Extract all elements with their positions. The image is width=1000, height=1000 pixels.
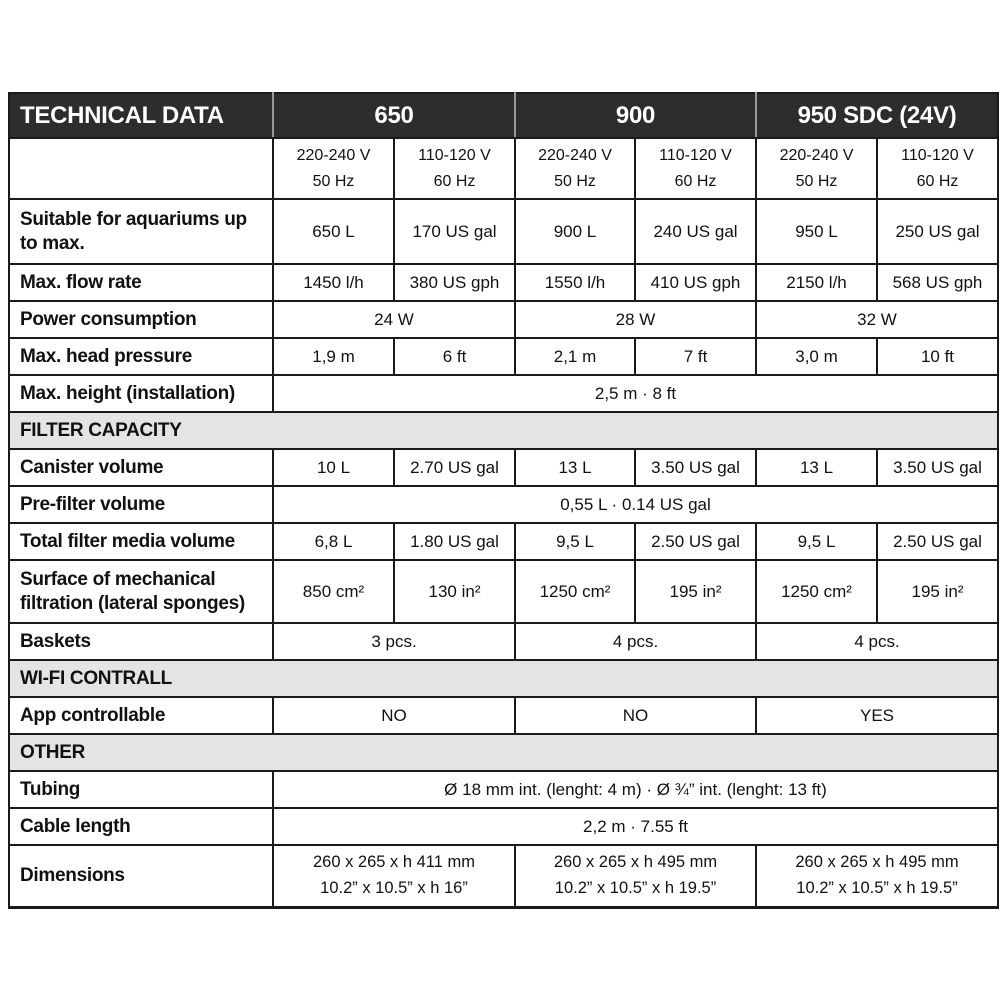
- dimensions-in: 10.2” x 10.5” x h 16”: [320, 878, 468, 897]
- spec-value: 0,55 L · 0.14 US gal: [273, 486, 998, 523]
- voltage-900-eu: [515, 138, 635, 199]
- spec-row-surface: [9, 560, 998, 623]
- spec-label: Suitable for aquariums up to max.: [9, 199, 273, 264]
- voltage-line: 110-120 V: [418, 146, 491, 164]
- model-900-header: 900: [515, 93, 756, 138]
- spec-value: 4 pcs.: [756, 623, 998, 660]
- voltage-header-row: [9, 138, 998, 199]
- spec-value: 2.50 US gal: [877, 523, 998, 560]
- spec-row-power: [9, 301, 998, 338]
- frequency-line: 60 Hz: [916, 172, 959, 190]
- voltage-empty-cell: [9, 138, 273, 199]
- spec-value: NO: [515, 697, 756, 734]
- spec-value: 2,5 m · 8 ft: [273, 375, 998, 412]
- spec-value: 1250 cm²: [515, 560, 635, 623]
- voltage-650-us: [394, 138, 515, 199]
- spec-value: YES: [756, 697, 998, 734]
- section-row-filter-capacity: [9, 412, 998, 449]
- spec-value: 3 pcs.: [273, 623, 515, 660]
- spec-value: 650 L: [273, 199, 394, 264]
- spec-label: Pre-filter volume: [9, 486, 273, 523]
- section-row-other: [9, 734, 998, 771]
- spec-value: 250 US gal: [877, 199, 998, 264]
- technical-data-table: [8, 92, 999, 909]
- section-title: FILTER CAPACITY: [9, 412, 998, 449]
- spec-value: 1450 l/h: [273, 264, 394, 301]
- model-950-header: 950 SDC (24V): [756, 93, 998, 138]
- spec-value: 9,5 L: [515, 523, 635, 560]
- spec-value: 195 in²: [635, 560, 756, 623]
- section-row-wifi: [9, 660, 998, 697]
- spec-value-dimensions-950: [756, 845, 998, 907]
- spec-label: Baskets: [9, 623, 273, 660]
- spec-value: 24 W: [273, 301, 515, 338]
- dimensions-mm: 260 x 265 x h 495 mm: [795, 853, 959, 872]
- spec-value: 4 pcs.: [515, 623, 756, 660]
- spec-row-media: [9, 523, 998, 560]
- spec-value: 130 in²: [394, 560, 515, 623]
- spec-value: 170 US gal: [394, 199, 515, 264]
- dimensions-in: 10.2” x 10.5” x h 19.5”: [796, 878, 958, 897]
- voltage-line: 110-120 V: [659, 146, 732, 164]
- voltage-line: 220-240 V: [296, 146, 371, 164]
- spec-value: 568 US gph: [877, 264, 998, 301]
- section-title: OTHER: [9, 734, 998, 771]
- spec-label: Power consumption: [9, 301, 273, 338]
- dimensions-mm: 260 x 265 x h 495 mm: [553, 853, 718, 872]
- spec-value-dimensions-900: [515, 845, 756, 907]
- spec-value: 2,2 m · 7.55 ft: [273, 808, 998, 845]
- spec-label: Dimensions: [9, 845, 273, 907]
- table-title: TECHNICAL DATA: [9, 93, 273, 138]
- spec-value: 3,0 m: [756, 338, 877, 375]
- table-header-row: [9, 93, 998, 138]
- voltage-950-eu: [756, 138, 877, 199]
- spec-value: 1,9 m: [273, 338, 394, 375]
- spec-label: Total filter media volume: [9, 523, 273, 560]
- spec-label: Surface of mechanical filtration (lateral sponges): [9, 560, 273, 623]
- spec-value-dimensions-650: [273, 845, 515, 907]
- spec-value: 13 L: [515, 449, 635, 486]
- spec-value: 7 ft: [635, 338, 756, 375]
- voltage-900-us: [635, 138, 756, 199]
- spec-value: 28 W: [515, 301, 756, 338]
- voltage-950-us: [877, 138, 998, 199]
- spec-row-flow-rate: [9, 264, 998, 301]
- model-650-header: 650: [273, 93, 515, 138]
- dimensions-mm: 260 x 265 x h 411 mm: [312, 853, 476, 872]
- spec-value: 13 L: [756, 449, 877, 486]
- spec-value: 850 cm²: [273, 560, 394, 623]
- spec-value: 9,5 L: [756, 523, 877, 560]
- spec-row-baskets: [9, 623, 998, 660]
- dimensions-in: 10.2” x 10.5” x h 19.5”: [554, 878, 717, 897]
- spec-value: Ø 18 mm int. (lenght: 4 m) · Ø ¾” int. (lenght: 13 ft): [273, 771, 998, 808]
- voltage-line: 220-240 V: [779, 146, 854, 164]
- frequency-line: 50 Hz: [312, 172, 355, 190]
- spec-value: 32 W: [756, 301, 998, 338]
- spec-value: 900 L: [515, 199, 635, 264]
- spec-value: 6 ft: [394, 338, 515, 375]
- spec-value: 1.80 US gal: [394, 523, 515, 560]
- spec-value: 6,8 L: [273, 523, 394, 560]
- spec-value: 240 US gal: [635, 199, 756, 264]
- spec-value: 2,1 m: [515, 338, 635, 375]
- spec-value: 2.50 US gal: [635, 523, 756, 560]
- spec-label: Max. height (installation): [9, 375, 273, 412]
- spec-label: Max. head pressure: [9, 338, 273, 375]
- spec-label: Cable length: [9, 808, 273, 845]
- spec-value: 2.70 US gal: [394, 449, 515, 486]
- spec-row-cable: [9, 808, 998, 845]
- spec-row-dimensions: [9, 845, 998, 907]
- frequency-line: 60 Hz: [674, 172, 717, 190]
- spec-label: App controllable: [9, 697, 273, 734]
- spec-label: Max. flow rate: [9, 264, 273, 301]
- frequency-line: 60 Hz: [433, 172, 476, 190]
- spec-row-prefilter: [9, 486, 998, 523]
- spec-row-head-pressure: [9, 338, 998, 375]
- spec-value: 195 in²: [877, 560, 998, 623]
- spec-value: 380 US gph: [394, 264, 515, 301]
- voltage-line: 110-120 V: [901, 146, 974, 164]
- spec-value: 1250 cm²: [756, 560, 877, 623]
- spec-value: NO: [273, 697, 515, 734]
- spec-row-canister: [9, 449, 998, 486]
- spec-label: Tubing: [9, 771, 273, 808]
- spec-value: 2150 l/h: [756, 264, 877, 301]
- spec-row-aquariums: [9, 199, 998, 264]
- spec-row-max-height: [9, 375, 998, 412]
- spec-value: 3.50 US gal: [635, 449, 756, 486]
- spec-value: 950 L: [756, 199, 877, 264]
- voltage-650-eu: [273, 138, 394, 199]
- frequency-line: 50 Hz: [554, 172, 596, 190]
- section-title: WI-FI CONTRALL: [9, 660, 998, 697]
- spec-value: 3.50 US gal: [877, 449, 998, 486]
- frequency-line: 50 Hz: [795, 172, 838, 190]
- spec-value: 410 US gph: [635, 264, 756, 301]
- spec-label: Canister volume: [9, 449, 273, 486]
- spec-row-tubing: [9, 771, 998, 808]
- voltage-line: 220-240 V: [538, 146, 612, 164]
- spec-value: 10 ft: [877, 338, 998, 375]
- spec-value: 1550 l/h: [515, 264, 635, 301]
- spec-value: 10 L: [273, 449, 394, 486]
- spec-row-app: [9, 697, 998, 734]
